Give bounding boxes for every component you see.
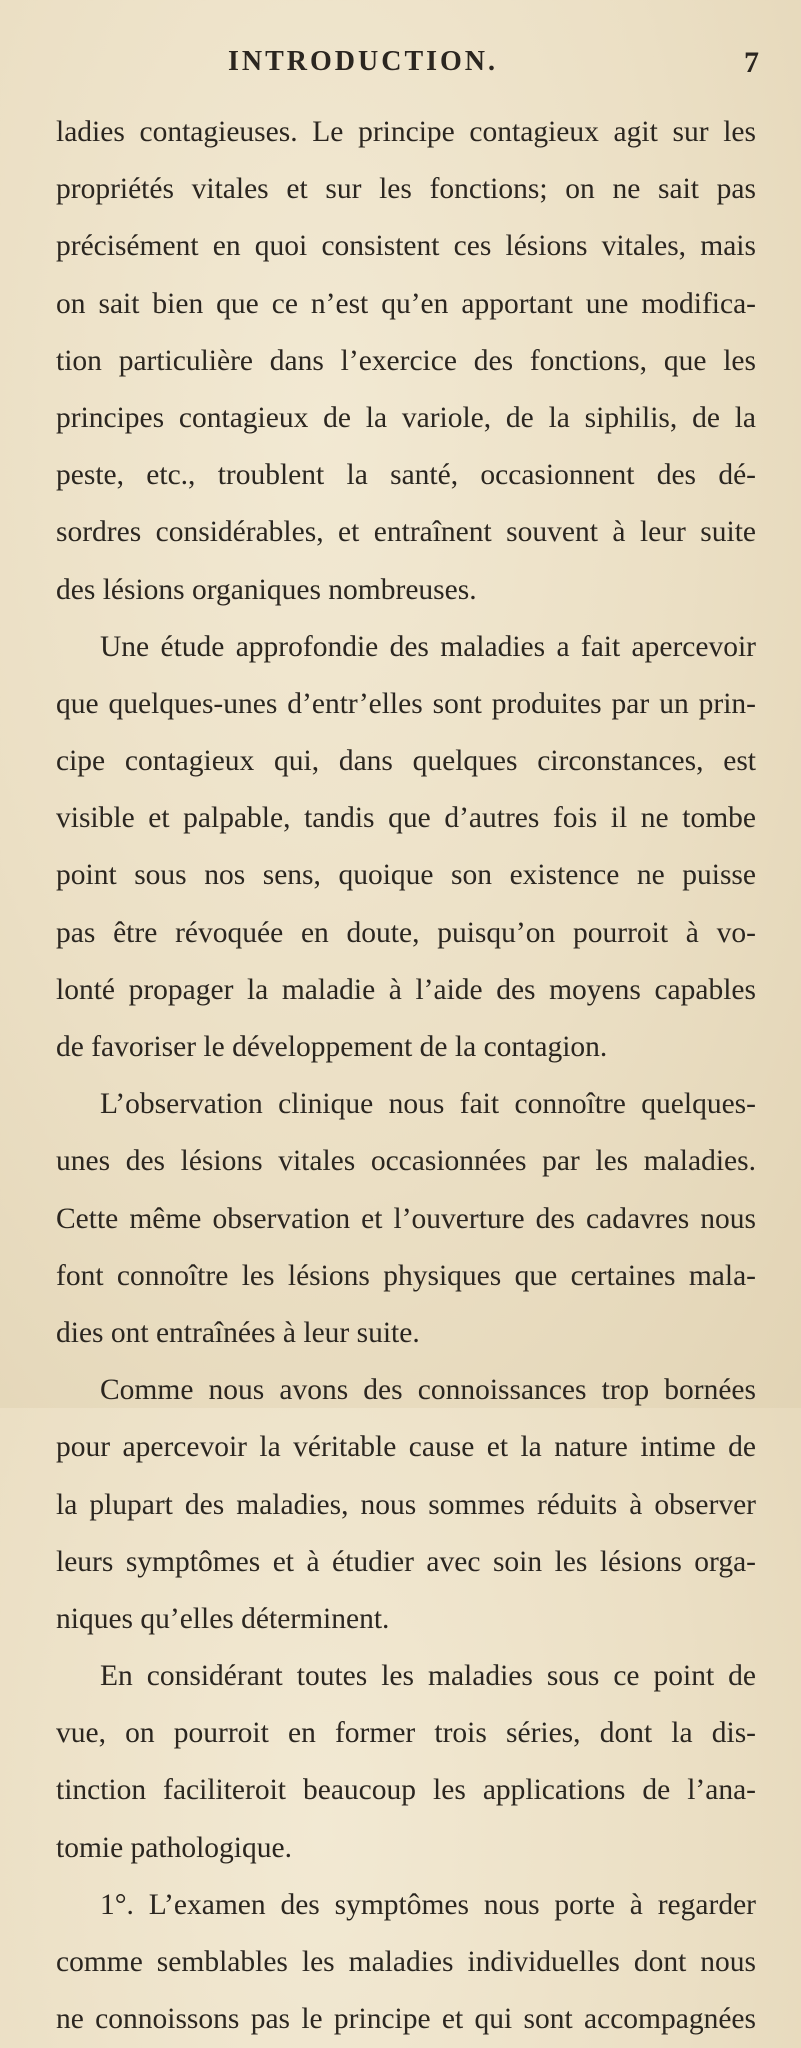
running-head [0,46,801,86]
body-text [56,104,756,2048]
text-line: dies ont entraînées à leur suite. [56,1316,420,1349]
text-line: comme semblables les maladies individuelles dont nous [56,1946,756,1978]
page-number: 7 [744,46,759,79]
text-line: point sous nos sens, quoique son existence ne puisse [56,859,756,892]
text-line: précisément en quoi consistent ces lésions vitales, mais [56,230,756,263]
text-line: des lésions organiques nombreuses. [56,573,477,606]
text-line: propriétés vitales et sur les fonctions; on ne sait pas [56,173,756,206]
text-line: unes des lésions vitales occasionnées par les maladies. [56,1145,756,1178]
text-line: sordres considérables, et entraînent souvent à leur suite [56,516,756,549]
text-line: que quelques-unes d’entr’elles sont produites par un prin- [56,687,756,720]
text-line: principes contagieux de la variole, de la siphilis, de la [56,401,756,434]
text-line: tomie pathologique. [56,1831,292,1864]
text-line: de favoriser le développement de la contagion. [56,1031,608,1063]
text-line: ladies contagieuses. Le principe contagieux agit sur les [56,116,756,148]
text-line: la plupart des maladies, nous sommes réduits à observer [56,1488,756,1521]
text-line: tinction faciliteroit beaucoup les applications de l’ana- [56,1774,756,1807]
running-title: INTRODUCTION. [228,46,499,77]
text-line: leurs symptômes et à étudier avec soin les lésions orga- [56,1545,756,1578]
text-line: lonté propager la maladie à l’aide des moyens capables [56,973,756,1006]
paragraph-start: Une étude approfondie des maladies a fait apercevoir [100,630,756,663]
text-line: ne connoissons pas le principe et qui sont accompagnées [56,2003,756,2036]
paragraph-start: En considérant toutes les maladies sous ce point de [100,1660,756,1693]
text-line: vue, on pourroit en former trois séries, dont la dis- [56,1717,756,1750]
paragraph-start: L’observation clinique nous fait connoître quelques- [100,1088,756,1121]
text-line: pas être révoquée en doute, puisqu’on pourroit à vo- [56,916,756,949]
text-line: pour apercevoir la véritable cause et la nature intime de [56,1431,756,1464]
text-line: Cette même observation et l’ouverture des cadavres nous [56,1202,756,1235]
text-line: visible et palpable, tandis que d’autres fois il ne tombe [56,802,756,835]
text-line: cipe contagieux qui, dans quelques circonstances, est [56,745,756,778]
text-line: tion particulière dans l’exercice des fonctions, que les [56,344,756,377]
text-line: font connoître les lésions physiques que certaines mala- [56,1259,756,1292]
text-line: niques qu’elles déterminent. [56,1602,390,1635]
paragraph-start: Comme nous avons des connoissances trop bornées [100,1374,756,1407]
paragraph-start: 1°. L’examen des symptômes nous porte à regarder [100,1888,756,1921]
text-line: on sait bien que ce n’est qu’en apportant une modifica- [56,287,756,320]
text-line: peste, etc., troublent la santé, occasionnent des dé- [56,459,756,492]
